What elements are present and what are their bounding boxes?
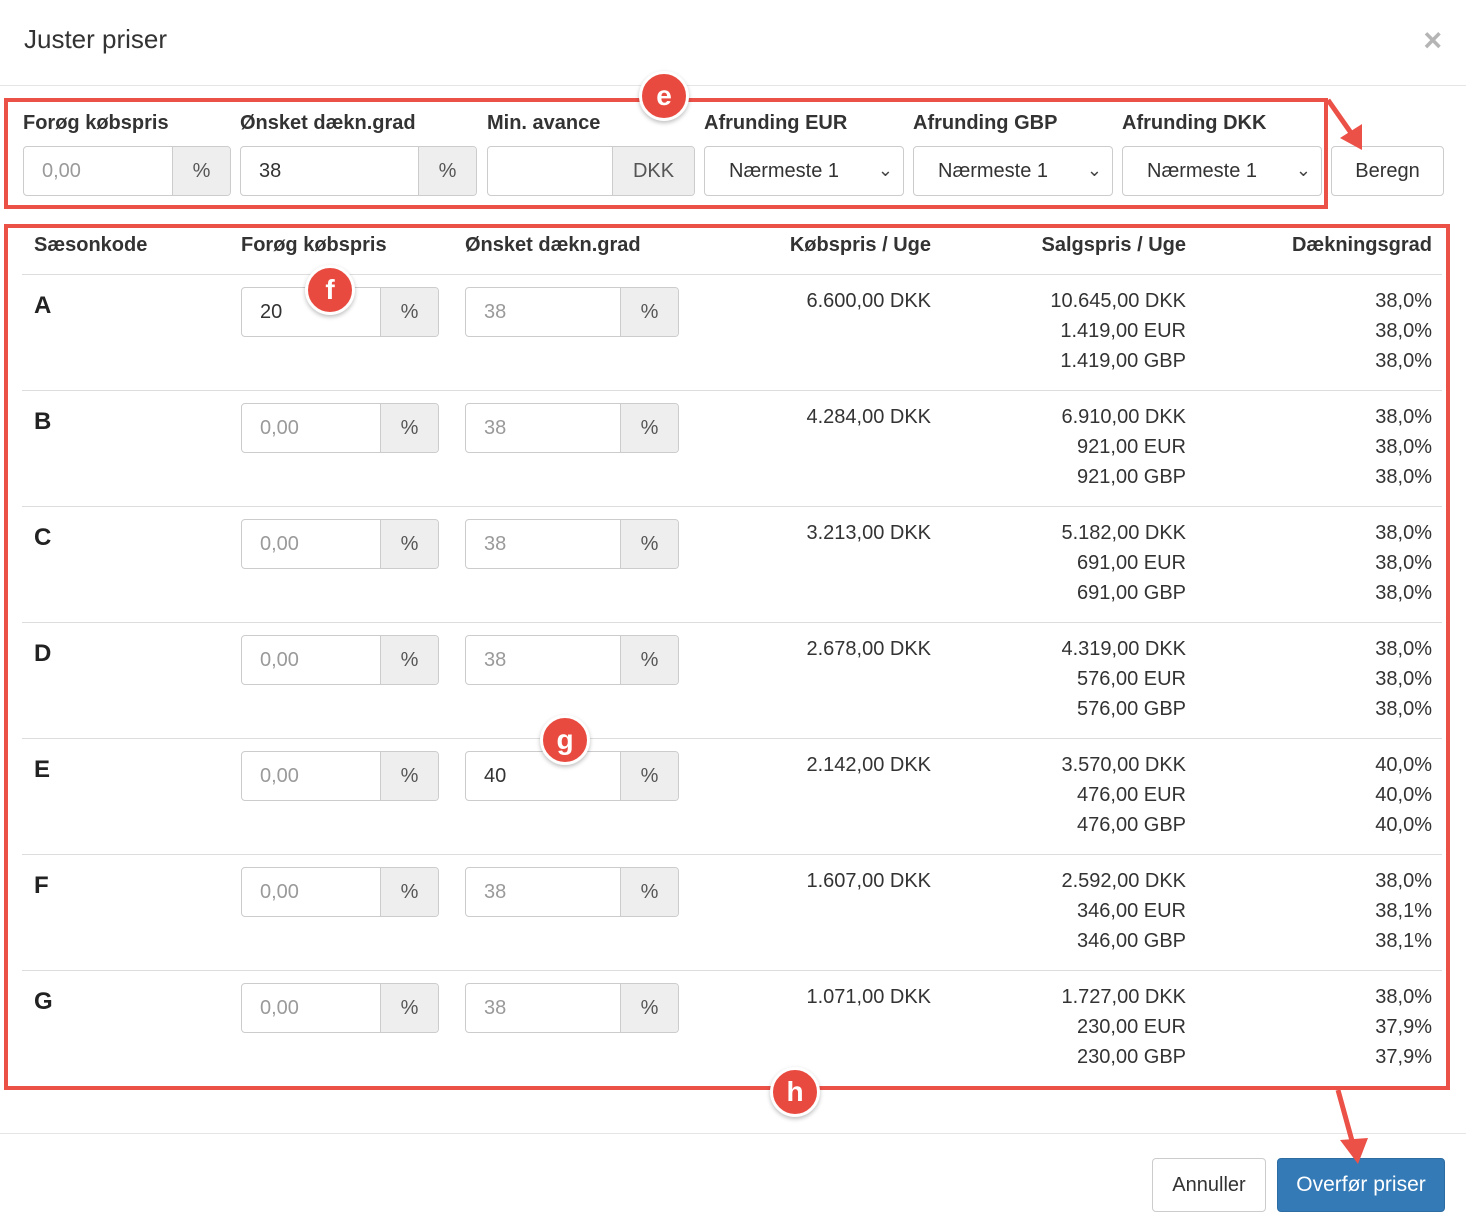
sales-price: 576,00 EUR <box>1077 668 1186 690</box>
label-rounding-dkk: Afrunding DKK <box>1122 112 1267 134</box>
purchase-price: 4.284,00 DKK <box>806 406 931 428</box>
coverage-value: 38,0% <box>1375 290 1432 312</box>
coverage-value: 38,0% <box>1375 582 1432 604</box>
coverage-value: 40,0% <box>1375 814 1432 836</box>
season-code: G <box>34 988 53 1015</box>
sales-price: 1.727,00 DKK <box>1061 986 1186 1008</box>
row-increase-input[interactable]: 0,00 <box>260 532 299 555</box>
purchase-price: 2.142,00 DKK <box>806 754 931 776</box>
coverage-value: 38,1% <box>1375 930 1432 952</box>
sales-price: 921,00 GBP <box>1077 466 1186 488</box>
header-season: Sæsonkode <box>34 234 148 256</box>
row-margin-input[interactable]: 38 <box>484 416 507 439</box>
sales-price: 230,00 GBP <box>1077 1046 1186 1068</box>
percent-addon: % <box>380 752 438 800</box>
sales-price: 6.910,00 DKK <box>1061 406 1186 428</box>
row-margin-input[interactable]: 38 <box>484 532 507 555</box>
sales-price: 346,00 GBP <box>1077 930 1186 952</box>
modal-title: Juster priser <box>24 24 168 54</box>
label-min-markup: Min. avance <box>487 112 601 134</box>
row-margin-input[interactable]: 38 <box>484 880 507 903</box>
coverage-value: 38,0% <box>1375 350 1432 372</box>
sales-price: 1.419,00 GBP <box>1060 350 1186 372</box>
coverage-value: 38,0% <box>1375 870 1432 892</box>
sales-price: 921,00 EUR <box>1077 436 1186 458</box>
row-margin-input[interactable]: 38 <box>484 300 507 323</box>
percent-addon: % <box>620 636 678 684</box>
row-increase-input[interactable]: 0,00 <box>260 880 299 903</box>
coverage-value: 40,0% <box>1375 754 1432 776</box>
row-margin-input[interactable]: 40 <box>484 764 507 787</box>
row-margin-input[interactable]: 38 <box>484 996 507 1019</box>
row-increase-input[interactable]: 20 <box>260 300 283 323</box>
rounding-gbp-value: Nærmeste 1 <box>938 159 1049 182</box>
coverage-value: 38,0% <box>1375 406 1432 428</box>
label-rounding-eur: Afrunding EUR <box>704 112 848 134</box>
sales-price: 691,00 EUR <box>1077 552 1186 574</box>
percent-addon: % <box>172 147 230 195</box>
modal-header <box>0 0 1466 86</box>
sales-price: 10.645,00 DKK <box>1050 290 1186 312</box>
sales-price: 230,00 EUR <box>1077 1016 1186 1038</box>
season-code: C <box>34 524 52 551</box>
coverage-value: 38,0% <box>1375 698 1432 720</box>
percent-addon: % <box>620 752 678 800</box>
coverage-value: 38,0% <box>1375 638 1432 660</box>
row-increase-input[interactable]: 0,00 <box>260 648 299 671</box>
percent-addon: % <box>380 636 438 684</box>
coverage-value: 37,9% <box>1375 1016 1432 1038</box>
coverage-value: 38,0% <box>1375 986 1432 1008</box>
annotation-badge-h: h <box>770 1067 820 1117</box>
dkk-addon: DKK <box>612 147 694 195</box>
chevron-down-icon: ⌄ <box>1295 160 1311 180</box>
sales-price: 576,00 GBP <box>1077 698 1186 720</box>
coverage-value: 38,0% <box>1375 668 1432 690</box>
season-code: D <box>34 640 52 667</box>
coverage-value: 38,0% <box>1375 466 1432 488</box>
row-increase-input[interactable]: 0,00 <box>260 416 299 439</box>
coverage-value: 40,0% <box>1375 784 1432 806</box>
season-code: E <box>34 756 51 783</box>
coverage-value: 38,1% <box>1375 900 1432 922</box>
annotation-box-table <box>4 224 1450 1090</box>
arrow-to-calculate-icon <box>1328 100 1362 150</box>
chevron-down-icon: ⌄ <box>877 160 893 180</box>
percent-addon: % <box>380 984 438 1032</box>
sales-price: 2.592,00 DKK <box>1061 870 1186 892</box>
purchase-price: 1.607,00 DKK <box>806 870 931 892</box>
calculate-button[interactable]: Beregn <box>1331 146 1444 196</box>
desired-margin-input[interactable]: 38 <box>259 159 282 182</box>
sales-price: 5.182,00 DKK <box>1061 522 1186 544</box>
header-purchase: Købspris / Uge <box>789 234 931 256</box>
annotation-badge-e: e <box>639 71 689 121</box>
sales-price: 1.419,00 EUR <box>1060 320 1186 342</box>
coverage-value: 38,0% <box>1375 320 1432 342</box>
purchase-price: 2.678,00 DKK <box>806 638 931 660</box>
coverage-value: 37,9% <box>1375 1046 1432 1068</box>
season-code: A <box>34 292 52 319</box>
label-desired-margin: Ønsket dækn.grad <box>240 112 416 134</box>
percent-addon: % <box>620 520 678 568</box>
sales-price: 476,00 GBP <box>1077 814 1186 836</box>
header-coverage: Dækningsgrad <box>1291 234 1432 256</box>
percent-addon: % <box>380 520 438 568</box>
rounding-eur-value: Nærmeste 1 <box>729 159 840 182</box>
row-margin-input[interactable]: 38 <box>484 648 507 671</box>
percent-addon: % <box>620 404 678 452</box>
percent-addon: % <box>380 288 438 336</box>
label-rounding-gbp: Afrunding GBP <box>913 112 1058 134</box>
sales-price: 4.319,00 DKK <box>1061 638 1186 660</box>
row-increase-input[interactable]: 0,00 <box>260 996 299 1019</box>
coverage-value: 38,0% <box>1375 522 1432 544</box>
footer-divider <box>0 1133 1466 1134</box>
label-increase-purchase: Forøg købspris <box>23 112 169 134</box>
percent-addon: % <box>620 984 678 1032</box>
percent-addon: % <box>380 868 438 916</box>
coverage-value: 38,0% <box>1375 436 1432 458</box>
purchase-price: 3.213,00 DKK <box>806 522 931 544</box>
season-code: F <box>34 872 49 899</box>
season-code: B <box>34 408 52 435</box>
sales-price: 346,00 EUR <box>1077 900 1186 922</box>
row-increase-input[interactable]: 0,00 <box>260 764 299 787</box>
purchase-price: 6.600,00 DKK <box>806 290 931 312</box>
sales-price: 476,00 EUR <box>1077 784 1186 806</box>
sales-price: 691,00 GBP <box>1077 582 1186 604</box>
percent-addon: % <box>620 868 678 916</box>
close-icon[interactable]: × <box>1423 22 1442 58</box>
percent-addon: % <box>380 404 438 452</box>
header-increase: Forøg købspris <box>241 234 387 256</box>
arrow-to-transfer-icon <box>1338 1090 1368 1164</box>
header-sales: Salgspris / Uge <box>1041 234 1186 256</box>
chevron-down-icon: ⌄ <box>1086 160 1102 180</box>
increase-purchase-input[interactable]: 0,00 <box>42 159 81 182</box>
annotation-badge-g: g <box>540 715 590 765</box>
coverage-value: 38,0% <box>1375 552 1432 574</box>
purchase-price: 1.071,00 DKK <box>806 986 931 1008</box>
percent-addon: % <box>418 147 476 195</box>
transfer-prices-button[interactable]: Overfør priser <box>1277 1158 1445 1212</box>
cancel-button[interactable]: Annuller <box>1152 1158 1266 1212</box>
sales-price: 3.570,00 DKK <box>1061 754 1186 776</box>
header-margin: Ønsket dækn.grad <box>465 234 641 256</box>
percent-addon: % <box>620 288 678 336</box>
annotation-badge-f: f <box>305 265 355 315</box>
rounding-dkk-value: Nærmeste 1 <box>1147 159 1258 182</box>
